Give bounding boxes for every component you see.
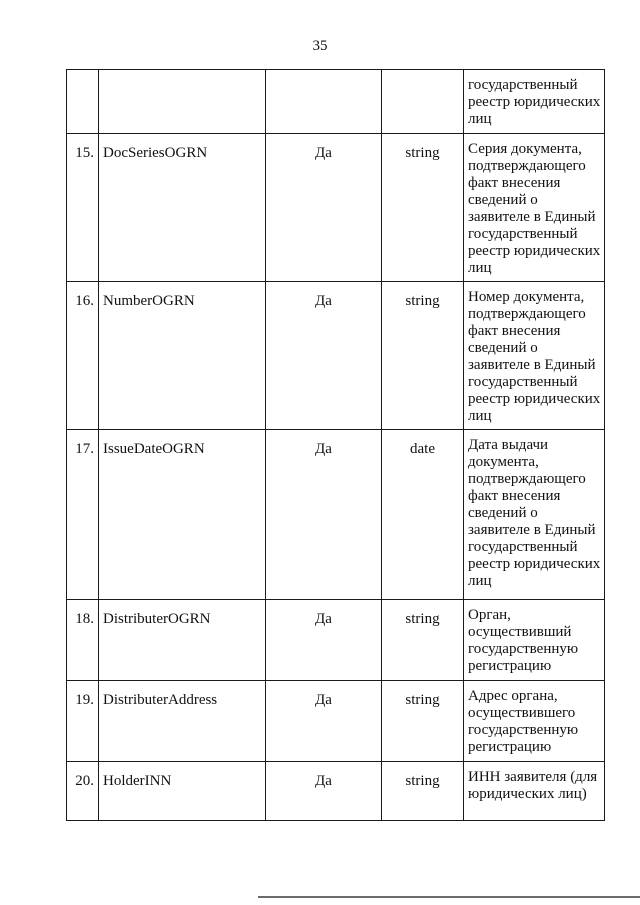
table-row xyxy=(67,70,605,134)
table-row xyxy=(67,762,605,821)
field-type: date xyxy=(382,430,464,600)
field-type: string xyxy=(382,282,464,430)
description-line: сведений о xyxy=(468,340,538,356)
description-line: реестр юридических xyxy=(468,94,601,110)
field-name: DistributerOGRN xyxy=(99,600,266,681)
field-description xyxy=(464,762,605,821)
description-line: лиц xyxy=(468,573,492,589)
field-description xyxy=(464,134,605,282)
description-line: регистрацию xyxy=(468,658,552,674)
field-name: HolderINN xyxy=(99,762,266,821)
description-line: факт внесения xyxy=(468,323,561,339)
description-line: Адрес органа, xyxy=(468,688,558,704)
table-row xyxy=(67,282,605,430)
description-line: подтверждающего xyxy=(468,471,586,487)
description-line: сведений о xyxy=(468,505,538,521)
description-line: реестр юридических xyxy=(468,243,601,259)
field-type: string xyxy=(382,600,464,681)
description-line: государственную xyxy=(468,722,579,738)
table-row xyxy=(67,681,605,762)
description-line: документа, xyxy=(468,454,539,470)
description-line: Серия документа, xyxy=(468,141,582,157)
row-number: 19. xyxy=(67,681,99,762)
description-line: факт внесения xyxy=(468,175,561,191)
field-required: Да xyxy=(266,681,382,762)
field-description xyxy=(464,681,605,762)
description-line: лиц xyxy=(468,408,492,424)
row-number: 16. xyxy=(67,282,99,430)
field-required: Да xyxy=(266,600,382,681)
description-line: государственную xyxy=(468,641,579,657)
field-type: string xyxy=(382,681,464,762)
fields-table xyxy=(66,69,605,821)
description-line: государственный xyxy=(468,226,578,242)
field-name: DistributerAddress xyxy=(99,681,266,762)
field-name: IssueDateOGRN xyxy=(99,430,266,600)
row-number: 15. xyxy=(67,134,99,282)
field-type xyxy=(382,70,464,134)
description-line: сведений о xyxy=(468,192,538,208)
description-line: государственный xyxy=(468,77,578,93)
description-line: государственный xyxy=(468,539,578,555)
description-line: осуществивший xyxy=(468,624,572,640)
description-line: Орган, xyxy=(468,607,511,623)
field-description xyxy=(464,600,605,681)
fields-table-body xyxy=(67,70,605,821)
row-number xyxy=(67,70,99,134)
description-line: факт внесения xyxy=(468,488,561,504)
field-description xyxy=(464,430,605,600)
field-required: Да xyxy=(266,430,382,600)
row-number: 17. xyxy=(67,430,99,600)
row-number: 20. xyxy=(67,762,99,821)
description-line: подтверждающего xyxy=(468,158,586,174)
field-type: string xyxy=(382,762,464,821)
description-line: Дата выдачи xyxy=(468,437,549,453)
field-description xyxy=(464,282,605,430)
description-line: регистрацию xyxy=(468,739,552,755)
field-required: Да xyxy=(266,762,382,821)
description-line: заявителе в Единый xyxy=(468,209,596,225)
description-line: подтверждающего xyxy=(468,306,586,322)
description-line: лиц xyxy=(468,260,492,276)
description-line: ИНН заявителя (для xyxy=(468,769,598,785)
description-line: лиц xyxy=(468,111,492,127)
field-description xyxy=(464,70,605,134)
table-row xyxy=(67,600,605,681)
scan-edge-line xyxy=(258,896,640,898)
description-line: реестр юридических xyxy=(468,391,601,407)
field-name: NumberOGRN xyxy=(99,282,266,430)
description-line: осуществившего xyxy=(468,705,576,721)
description-line: реестр юридических xyxy=(468,556,601,572)
description-line: юридических лиц) xyxy=(468,786,587,802)
field-required xyxy=(266,70,382,134)
field-type: string xyxy=(382,134,464,282)
page-number: 35 xyxy=(312,38,328,54)
description-line: государственный xyxy=(468,374,578,390)
table-row xyxy=(67,134,605,282)
row-number: 18. xyxy=(67,600,99,681)
field-name xyxy=(99,70,266,134)
field-required: Да xyxy=(266,282,382,430)
field-required: Да xyxy=(266,134,382,282)
table-row xyxy=(67,430,605,600)
description-line: Номер документа, xyxy=(468,289,585,305)
field-name: DocSeriesOGRN xyxy=(99,134,266,282)
description-line: заявителе в Единый xyxy=(468,522,596,538)
description-line: заявителе в Единый xyxy=(468,357,596,373)
